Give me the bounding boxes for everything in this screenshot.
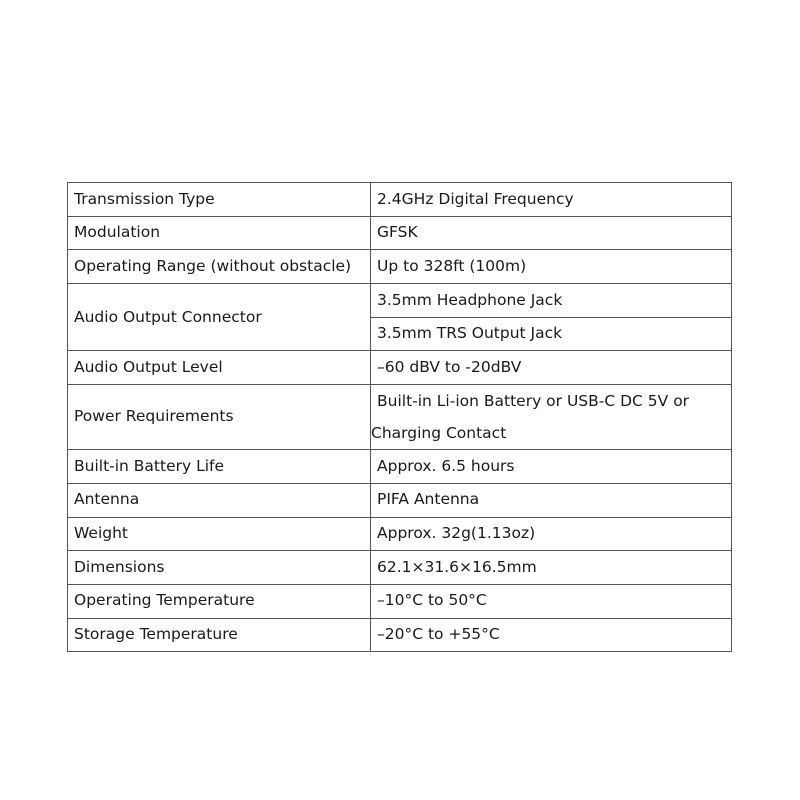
table-row: [68, 385, 732, 450]
spec-value: PIFA Antenna: [371, 483, 732, 517]
spec-value: –60 dBV to -20dBV: [371, 351, 732, 385]
spec-label: Antenna: [68, 483, 371, 517]
table-row: [68, 450, 732, 484]
spec-value-line-1: Built-in Li-ion Battery or USB-C DC 5V or: [377, 392, 690, 411]
spec-label: Transmission Type: [68, 183, 371, 217]
table-row: [68, 250, 732, 284]
spec-value-line-2: Charging Contact: [371, 424, 507, 443]
spec-label: Built-in Battery Life: [68, 450, 371, 484]
spec-label: Storage Temperature: [68, 618, 371, 652]
spec-label: Power Requirements: [68, 385, 371, 450]
spec-value: 3.5mm Headphone Jack: [371, 284, 732, 318]
spec-label: Modulation: [68, 216, 371, 250]
spec-label: Weight: [68, 517, 371, 551]
spec-value: 62.1×31.6×16.5mm: [371, 551, 732, 585]
table-row: [68, 618, 732, 652]
spec-label: Operating Range (without obstacle): [68, 250, 371, 284]
table-row: [68, 584, 732, 618]
spec-label: Audio Output Connector: [68, 284, 371, 351]
spec-value: Approx. 6.5 hours: [371, 450, 732, 484]
spec-value: GFSK: [371, 216, 732, 250]
spec-value: Up to 328ft (100m): [371, 250, 732, 284]
spec-table: [67, 182, 732, 652]
spec-label: Dimensions: [68, 551, 371, 585]
spec-value: 2.4GHz Digital Frequency: [371, 183, 732, 217]
table-row: [68, 183, 732, 217]
spec-label: Audio Output Level: [68, 351, 371, 385]
table-row: [68, 284, 732, 318]
spec-value: [371, 385, 732, 450]
spec-label: Operating Temperature: [68, 584, 371, 618]
table-row: [68, 483, 732, 517]
spec-value: –10°C to 50°C: [371, 584, 732, 618]
spec-value: Approx. 32g(1.13oz): [371, 517, 732, 551]
table-row: [68, 216, 732, 250]
table-row: [68, 517, 732, 551]
spec-value: 3.5mm TRS Output Jack: [371, 317, 732, 351]
spec-value: –20°C to +55°C: [371, 618, 732, 652]
table-row: [68, 551, 732, 585]
table-row: [68, 351, 732, 385]
